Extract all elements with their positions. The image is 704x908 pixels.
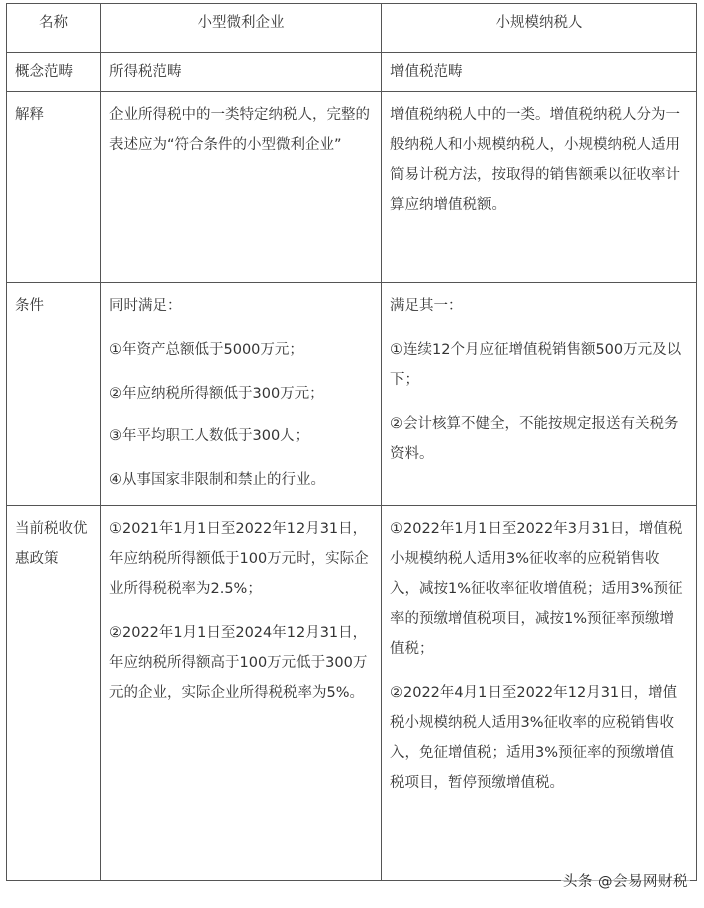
policy-small-micro-cell — [101, 506, 382, 881]
table-row-explanation — [7, 92, 697, 283]
row-label-explanation: 解释 — [7, 92, 101, 283]
policy-paragraph: ①2022年1月1日至2022年3月31日，增值税小规模纳税人适用3%征收率的应税销售收入，减按1%征收率征收增值税；适用3%预征率的预缴增值税项目，减按1%预征率预缴增值税； — [390, 521, 683, 657]
table-header-row — [7, 4, 697, 53]
concept-small-scale-cell: 增值税范畴 — [382, 53, 697, 92]
table-row-concept — [7, 53, 697, 92]
row-label-policy: 当前税收优惠政策 — [7, 506, 101, 881]
condition-line: ①年资产总额低于5000万元； — [109, 342, 304, 358]
row-label-concept: 概念范畴 — [7, 53, 101, 92]
condition-line: ④从事国家非限制和禁止的行业。 — [109, 472, 325, 488]
condition-line: ③年平均职工人数低于300人； — [109, 428, 310, 444]
header-name-cell: 名称 — [7, 4, 101, 53]
header-small-scale-cell: 小规模纳税人 — [382, 4, 697, 53]
policy-small-scale-cell — [382, 506, 697, 881]
conditions-small-micro-cell — [101, 283, 382, 506]
explanation-small-scale-cell: 增值税纳税人中的一类。增值税纳税人分为一般纳税人和小规模纳税人，小规模纳税人适用简易计税方法，按取得的销售额乘以征收率计算应纳增值税额。 — [382, 92, 697, 283]
policy-paragraph: ①2021年1月1日至2022年12月31日，年应纳税所得额低于100万元时，实际企业所得税税率为2.5%； — [109, 521, 369, 597]
watermark: 头条 @会易网财税 — [561, 869, 690, 892]
conditions-small-scale-cell — [382, 283, 697, 506]
table-row-policy — [7, 506, 697, 881]
condition-line: ①连续12个月应征增值税销售额500万元及以下； — [390, 342, 682, 388]
condition-line: 满足其一： — [390, 298, 463, 314]
policy-paragraph: ②2022年1月1日至2024年12月31日，年应纳税所得额高于100万元低于300万元的企业，实际企业所得税税率为5%。 — [109, 625, 368, 701]
policy-paragraph: ②2022年4月1日至2022年12月31日，增值税小规模纳税人适用3%征收率的应税销售收入，免征增值税；适用3%预征率的预缴增值税项目，暂停预缴增值税。 — [390, 685, 678, 791]
condition-line: ②会计核算不健全，不能按规定报送有关税务资料。 — [390, 416, 679, 462]
comparison-table — [6, 3, 697, 881]
table-row-conditions — [7, 283, 697, 506]
concept-small-micro-cell: 所得税范畴 — [101, 53, 382, 92]
row-label-conditions: 条件 — [7, 283, 101, 506]
explanation-small-micro-cell: 企业所得税中的一类特定纳税人，完整的表述应为“符合条件的小型微利企业” — [101, 92, 382, 283]
condition-line: ②年应纳税所得额低于300万元； — [109, 386, 324, 402]
header-small-micro-cell: 小型微利企业 — [101, 4, 382, 53]
condition-line: 同时满足： — [109, 298, 182, 314]
